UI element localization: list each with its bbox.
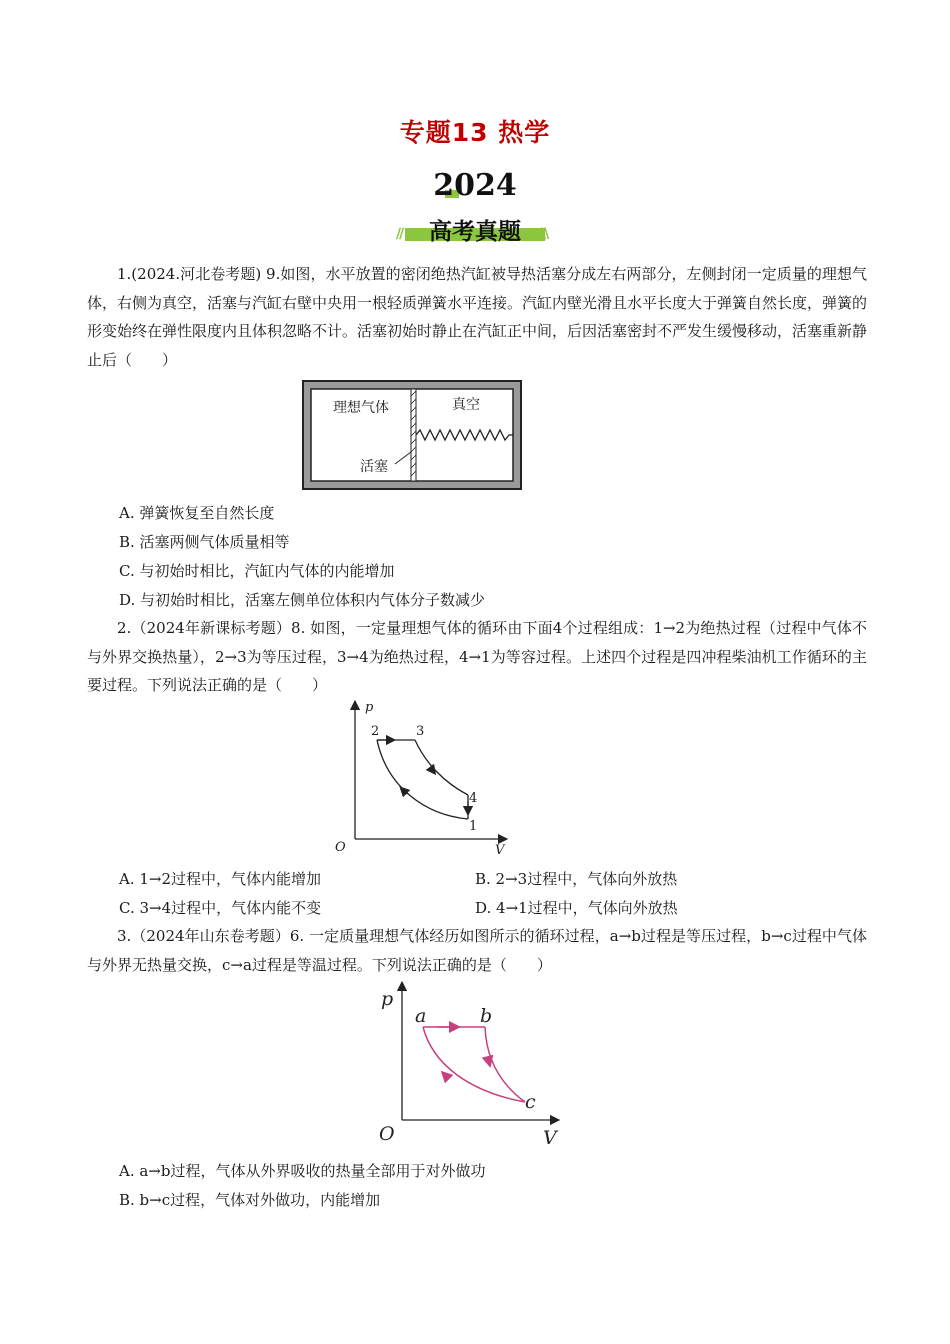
point-a-label: a bbox=[415, 1005, 427, 1027]
q1-option-d: D. 与初始时相比，活塞左侧单位体积内气体分子数减少 bbox=[119, 591, 486, 609]
q3-option-a: A. a→b过程，气体从外界吸收的热量全部用于对外做功 bbox=[119, 1162, 486, 1180]
process-1-2 bbox=[377, 740, 468, 819]
p-axis-label: p bbox=[381, 988, 394, 1010]
q1-option-c: C. 与初始时相比，汽缸内气体的内能增加 bbox=[119, 562, 395, 580]
process-b-c bbox=[485, 1027, 525, 1102]
q2-option-a: A. 1→2过程中，气体内能增加 bbox=[119, 870, 322, 888]
point-4-label: 4 bbox=[469, 791, 478, 806]
arrow-c-a bbox=[445, 1075, 449, 1079]
question-3-text: 3.（2024年山东卷考题）6. 一定质量理想气体经历如图所示的循环过程，a→b过程是等压过程，b→c过程中气体与外界无热量交换，c→a过程是等温过程。下列说法正确的是（ ） bbox=[87, 927, 867, 974]
q1-option-b: B. 活塞两侧气体质量相等 bbox=[119, 533, 290, 551]
banner-left-slashes: // bbox=[396, 226, 403, 242]
piston-label: 活塞 bbox=[360, 459, 388, 475]
gas-label: 理想气体 bbox=[333, 400, 389, 416]
v-axis-label: V bbox=[495, 843, 505, 857]
q2-option-d: D. 4→1过程中，气体向外放热 bbox=[475, 899, 678, 917]
banner-right-slashes: \\ bbox=[541, 226, 548, 242]
process-3-4 bbox=[415, 740, 468, 795]
v-axis-label: V bbox=[543, 1127, 557, 1148]
point-2-label: 2 bbox=[371, 724, 380, 739]
point-1-label: 1 bbox=[469, 819, 478, 834]
origin-label: O bbox=[335, 840, 346, 855]
question-1-figure bbox=[300, 378, 526, 494]
arrow-b-c bbox=[488, 1058, 489, 1062]
question-2-text: 2.（2024年新课标考题）8. 如图，一定量理想气体的循环由下面4个过程组成：1→2为绝热过程（过程中气体不与外界交换热量），2→3为等压过程，3→4为绝热过程，4→1为等容过程。上述四个过程是四冲程柴油机工作循环的主要过程。下列说法正确的是（ ） bbox=[87, 619, 867, 694]
point-3-label: 3 bbox=[416, 724, 425, 739]
question-2-pv-diagram bbox=[325, 697, 515, 857]
point-b-label: b bbox=[480, 1005, 493, 1027]
section-banner: 高考真题 bbox=[429, 219, 521, 245]
page-title: 专题13 热学 bbox=[399, 118, 551, 147]
question-3-pv-diagram bbox=[375, 980, 565, 1148]
question-1-text: 1.(2024.河北卷考题) 9.如图，水平放置的密闭绝热汽缸被导热活塞分成左右两部分，左侧封闭一定质量的理想气体，右侧为真空，活塞与汽缸右壁中央用一根轻质弹簧水平连接。汽缸内壁光滑且水平长度大于弹簧自然长度，弹簧的形变始终在弹性限度内且体积忽略不计。活塞初始时静止在汽缸正中间，后因活塞密封不严发生缓慢移动，活塞重新静止后（ ） bbox=[87, 265, 868, 369]
q2-option-c: C. 3→4过程中，气体内能不变 bbox=[119, 899, 322, 917]
q2-option-b: B. 2→3过程中，气体向外放热 bbox=[475, 870, 678, 888]
origin-label: O bbox=[379, 1123, 395, 1145]
vacuum-label: 真空 bbox=[452, 397, 480, 413]
p-axis-label: p bbox=[365, 700, 374, 715]
process-c-a bbox=[423, 1027, 525, 1102]
q3-option-b: B. b→c过程，气体对外做功，内能增加 bbox=[119, 1191, 381, 1209]
q1-option-a: A. 弹簧恢复至自然长度 bbox=[119, 504, 275, 522]
year-heading: 2024 bbox=[433, 168, 517, 203]
point-c-label: c bbox=[525, 1091, 536, 1113]
